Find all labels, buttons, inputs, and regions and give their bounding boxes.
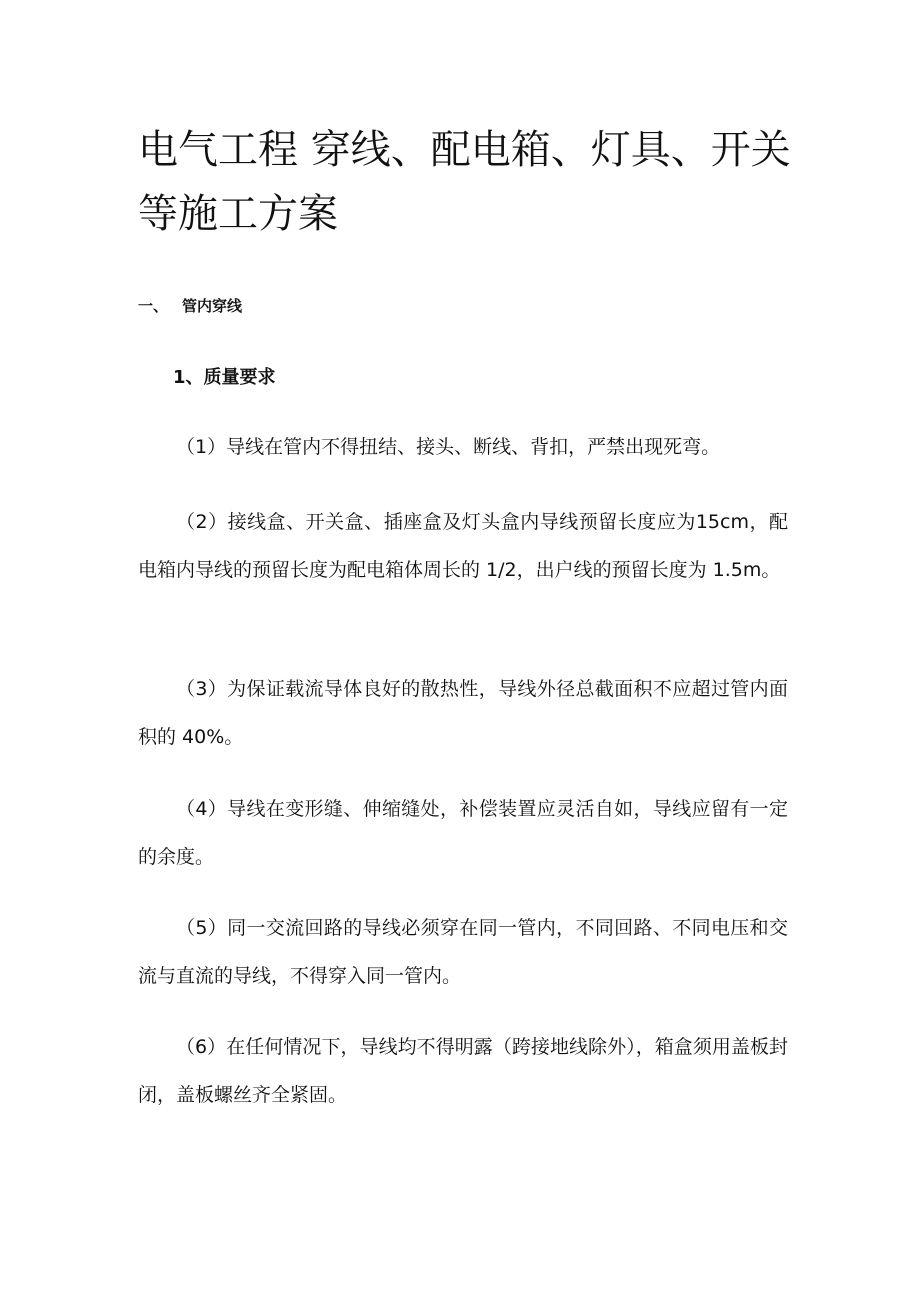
section-number: 一、 [138,297,169,315]
paragraph-3: （3）为保证载流导体良好的散热性，导线外径总截面积不应超过管内面积的 40%。 [138,678,788,748]
paragraph-1: （1）导线在管内不得扭结、接头、断线、背扣，严禁出现死弯。 [176,436,721,458]
subsection-heading: 1、质量要求 [173,367,276,388]
paragraph-4: （4）导线在变形缝、伸缩缝处，补偿装置应灵活自如，导线应留有一定的余度。 [138,798,788,868]
document-title: 电气工程 穿线、配电箱、灯具、开关等施工方案 [138,127,791,237]
section-heading [138,294,242,318]
paragraph-5: （5）同一交流回路的导线必须穿在同一管内，不同回路、不同电压和交流与直流的导线，不得穿入同一管内。 [138,917,788,987]
section-label: 管内穿线 [182,297,243,315]
paragraph-2: （2）接线盒、开关盒、插座盒及灯头盒内导线预留长度应为15cm，配电箱内导线的预留长度为配电箱体周长的 1/2，出户线的预留长度为 1.5m。 [138,511,788,581]
paragraph-6: （6）在任何情况下，导线均不得明露（跨接地线除外），箱盒须用盖板封闭，盖板螺丝齐全紧固。 [138,1036,788,1106]
